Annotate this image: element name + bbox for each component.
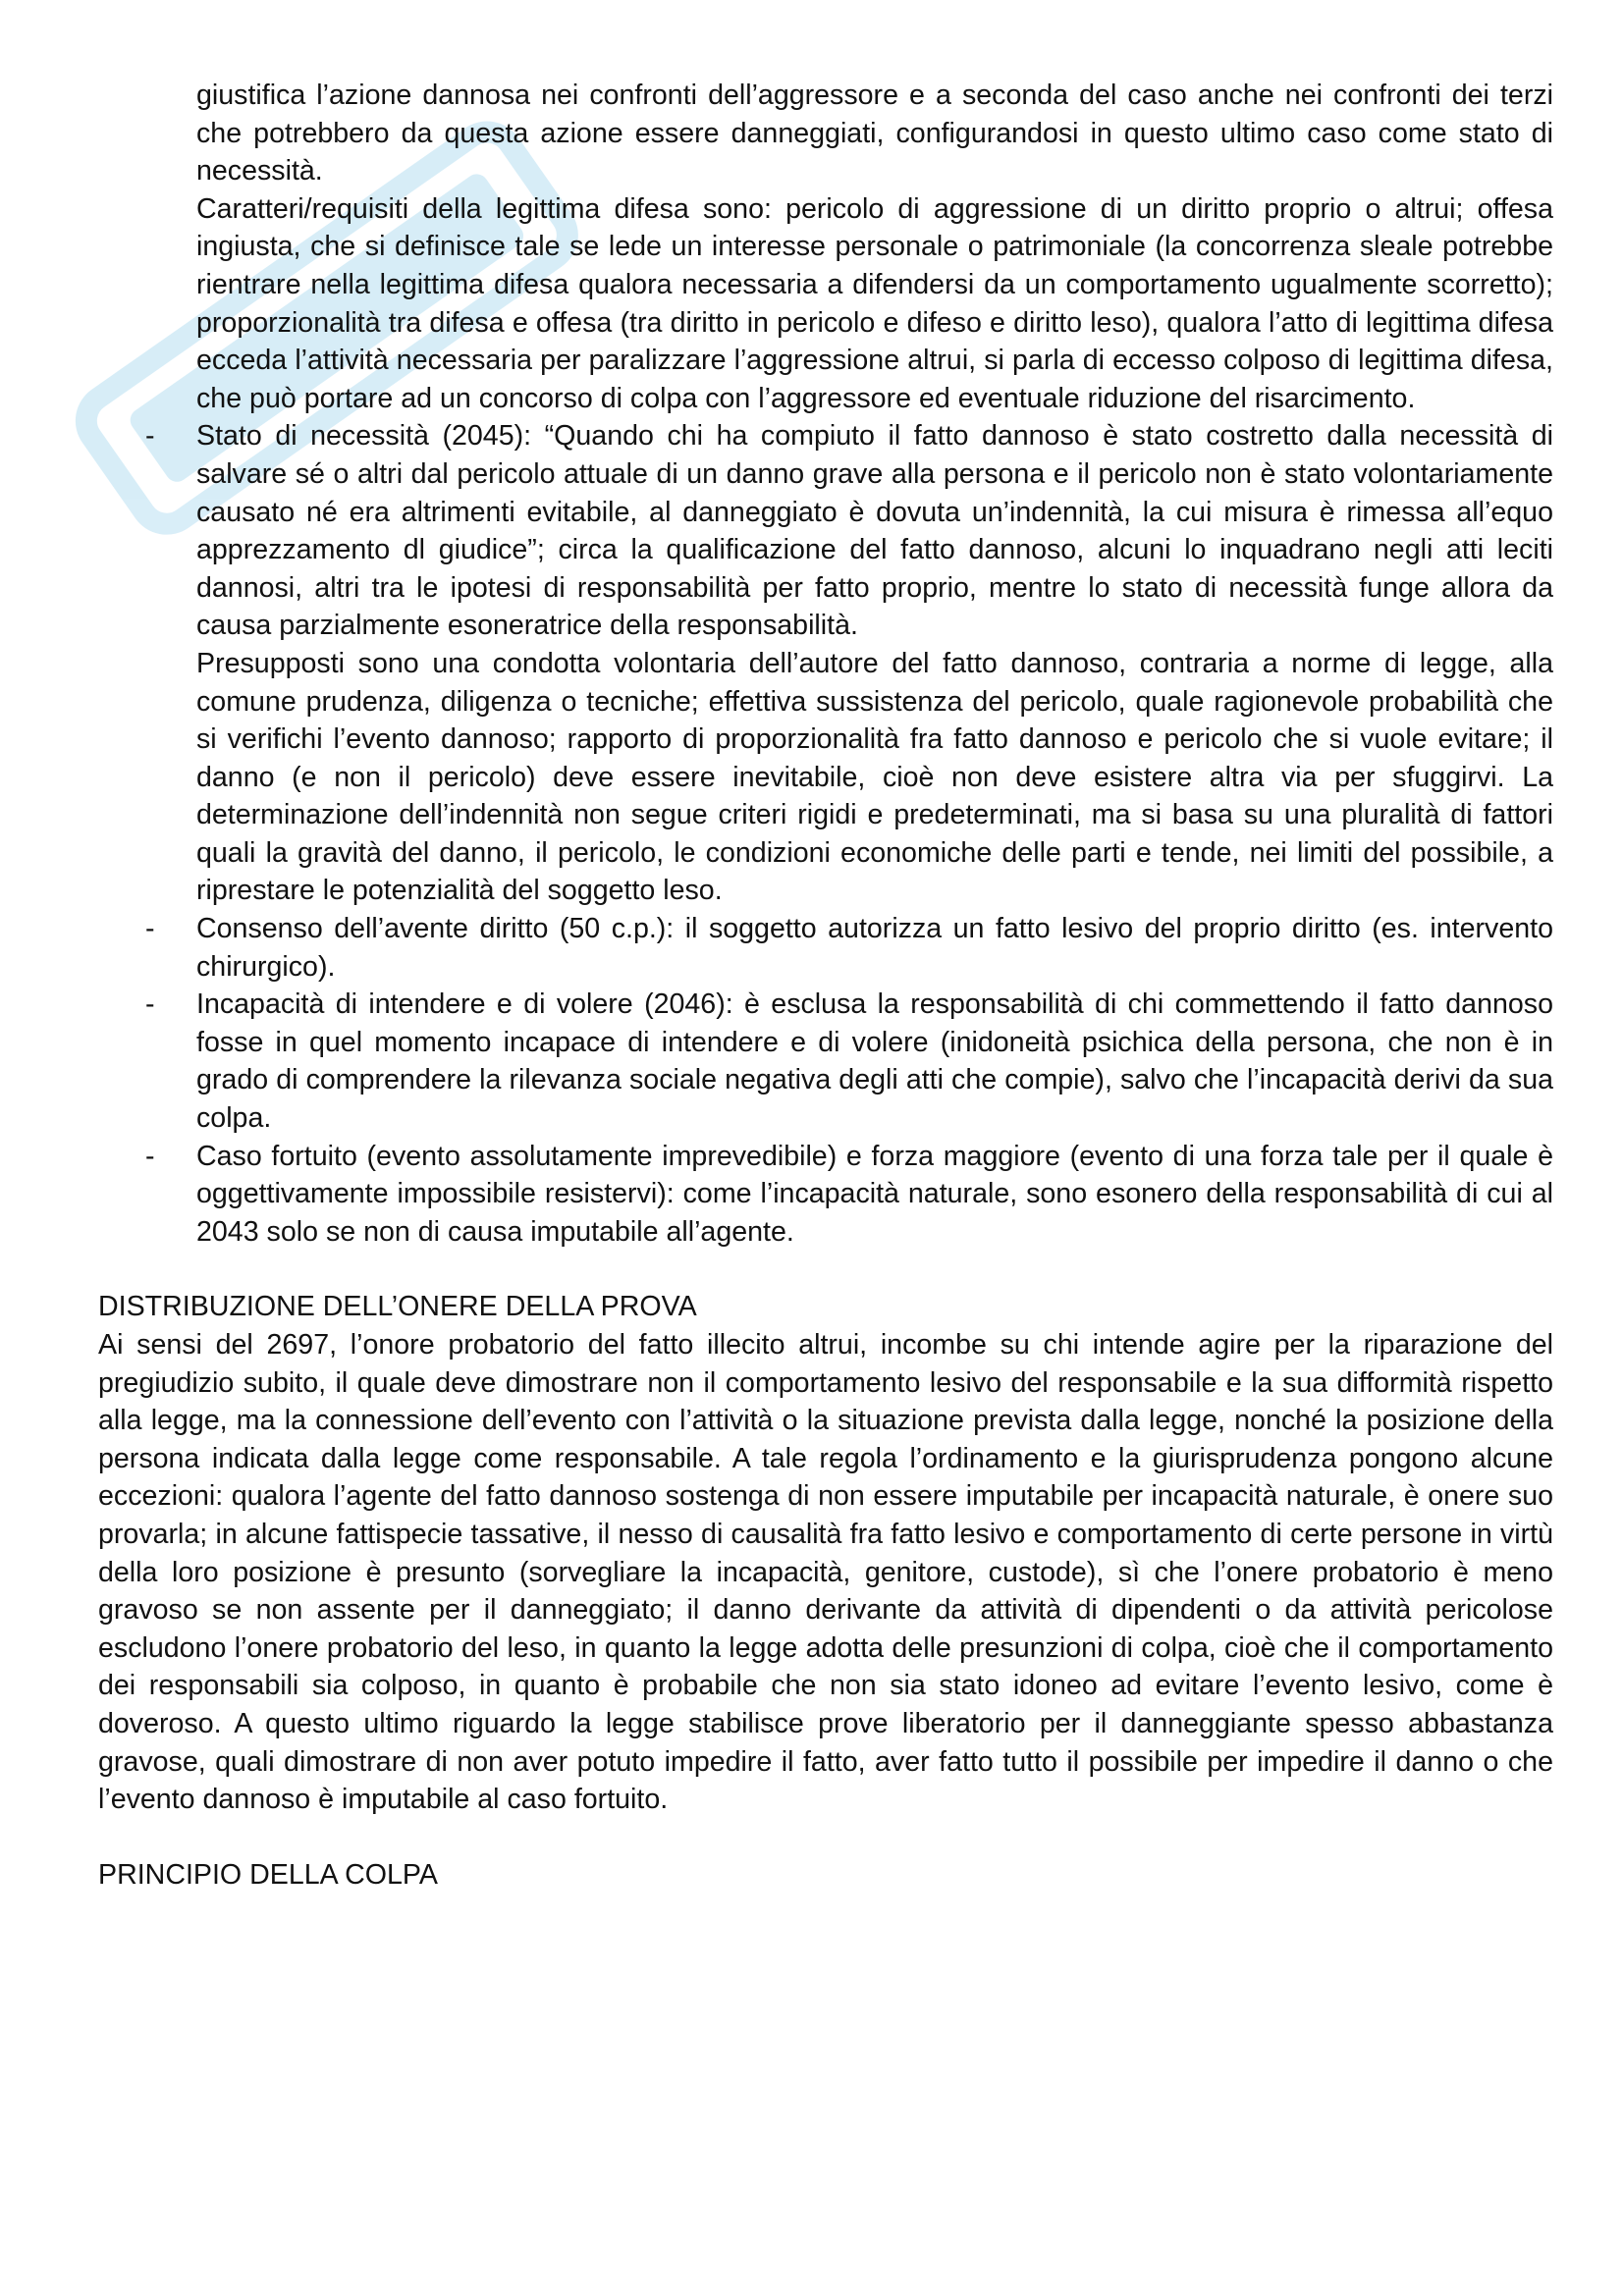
list-item (98, 910, 1553, 986)
list-item-text: Caso fortuito (evento assolutamente imprevedibile) e forza maggiore (evento di una forza tale per il quale è oggettivamente impossibile resistervi): come l’incapacità naturale, sono esonero della responsabilità di cui al 2043 solo se non di causa imputabile all’agente. (196, 1140, 1553, 1248)
paragraph: Presupposti sono una condotta volontaria dell’autore del fatto dannoso, contraria a norme di legge, alla comune prudenza, diligenza o tecniche; effettiva sussistenza del pericolo, quale ragionevole probabilità che si verifichi l’evento dannoso; rapporto di proporzionalità fra fatto dannoso e pericolo che si vuole evitare; il danno (e non il pericolo) deve essere inevitabile, cioè non deve esistere altra via per sfuggirvi. La determinazione dell’indennità non segue criteri rigidi e predeterminati, ma si basa su una pluralità di fattori quali la gravità del danno, il pericolo, le condizioni economiche delle parti e tende, nei limiti del possibile, a riprestare le potenzialità del soggetto leso. (196, 647, 1553, 907)
paragraph: giustifica l’azione dannosa nei confronti dell’aggressore e a seconda del caso anche nei confronti dei terzi che potrebbero da questa azione essere danneggiati, configurandosi in questo ultimo caso come stato di necessità. (196, 80, 1553, 187)
bullet-dash: - (145, 913, 155, 945)
list-item (98, 1138, 1553, 1252)
bullet-dash: - (145, 420, 155, 453)
paragraph: Caratteri/requisiti della legittima difesa sono: pericolo di aggressione di un diritto proprio o altrui; offesa ingiusta, che si definisce tale se lede un interesse personale o patrimoniale (la concorrenza sleale potrebbe rientrare nella legittima difesa qualora necessaria a difendersi da un comportamento ugualmente scorretto); proporzionalità tra difesa e offesa (tra diritto in pericolo e difeso e diritto leso), qualora l’atto di legittima difesa ecceda l’attività necessaria per paralizzare l’aggressione altrui, si parla di eccesso colposo di legittima difesa, che può portare ad un concorso di colpa con l’aggressore ed eventuale riduzione del risarcimento. (196, 192, 1553, 414)
section-heading: PRINCIPIO DELLA COLPA (98, 1858, 438, 1891)
bullet-dash: - (145, 1140, 155, 1172)
bullet-dash: - (145, 988, 155, 1021)
list-item (98, 986, 1553, 1137)
paragraph: Ai sensi del 2697, l’onore probatorio del fatto illecito altrui, incombe su chi intende agire per la riparazione del pregiudizio subito, il quale deve dimostrare non il comportamento lesivo del responsabile e la sua difformità rispetto alla legge, ma la connessione dell’evento con l’attività o la situazione prevista dalla legge, nonché la posizione della persona indicata dalla legge come responsabile. A tale regola l’ordinamento e la giurisprudenza pongono alcune eccezioni: qualora l’agente del fatto dannoso sostenga di non essere imputabile per incapacità naturale, è onere suo provarla; in alcune fattispecie tassative, il nesso di causalità fra fatto lesivo e comportamento di certe persone in virtù della loro posizione è presunto (sorvegliare la incapacità, genitore, custode), sì che l’onere probatorio è meno gravoso se non assente per il danneggiato; il danno derivante da attività di dipendenti o da attività pericolose escludono l’onere probatorio del leso, in quanto la legge adotta delle presunzioni di colpa, cioè che il comportamento dei responsabili sia colposo, in quanto è probabile che non sia stato idoneo ad evitare l’evento lesivo, come è doveroso. A questo ultimo riguardo la legge stabilisce prove liberatorio per il danneggiante spesso abbastanza gravose, quali dimostrare di non aver potuto impedire il fatto, aver fatto tutto il possibile per impedire il danno o che l’evento dannoso è imputabile al caso fortuito. (98, 1329, 1553, 1816)
list-item-text: Consenso dell’avente diritto (50 c.p.): il soggetto autorizza un fatto lesivo del proprio diritto (es. intervento chirurgico). (196, 913, 1553, 983)
list-item-text: Stato di necessità (2045): “Quando chi ha compiuto il fatto dannoso è stato costretto dalla necessità di salvare sé o altri dal pericolo attuale di un danno grave alla persona e il pericolo non è stato volontariamente causato né era altrimenti evitabile, al danneggiato è dovuta un’indennità, la cui misura è rimessa all’equo apprezzamento dl giudice”; circa la qualificazione del fatto dannoso, alcuni lo inquadrano negli atti leciti dannosi, altri tra le ipotesi di responsabilità per fatto proprio, mentre lo stato di necessità funge allora da causa parzialmente esoneratrice della responsabilità. (196, 420, 1553, 642)
list-item-text: Incapacità di intendere e di volere (2046): è esclusa la responsabilità di chi commettendo il fatto dannoso fosse in quel momento incapace di intendere e di volere (inidoneità psichica della persona, che non è in grado di comprendere la rilevanza sociale negativa degli atti che compie), salvo che l’incapacità derivi da sua colpa. (196, 988, 1553, 1135)
document-page (98, 77, 1553, 1894)
section-heading: DISTRIBUZIONE DELL’ONERE DELLA PROVA (98, 1291, 697, 1323)
list-item (98, 417, 1553, 645)
